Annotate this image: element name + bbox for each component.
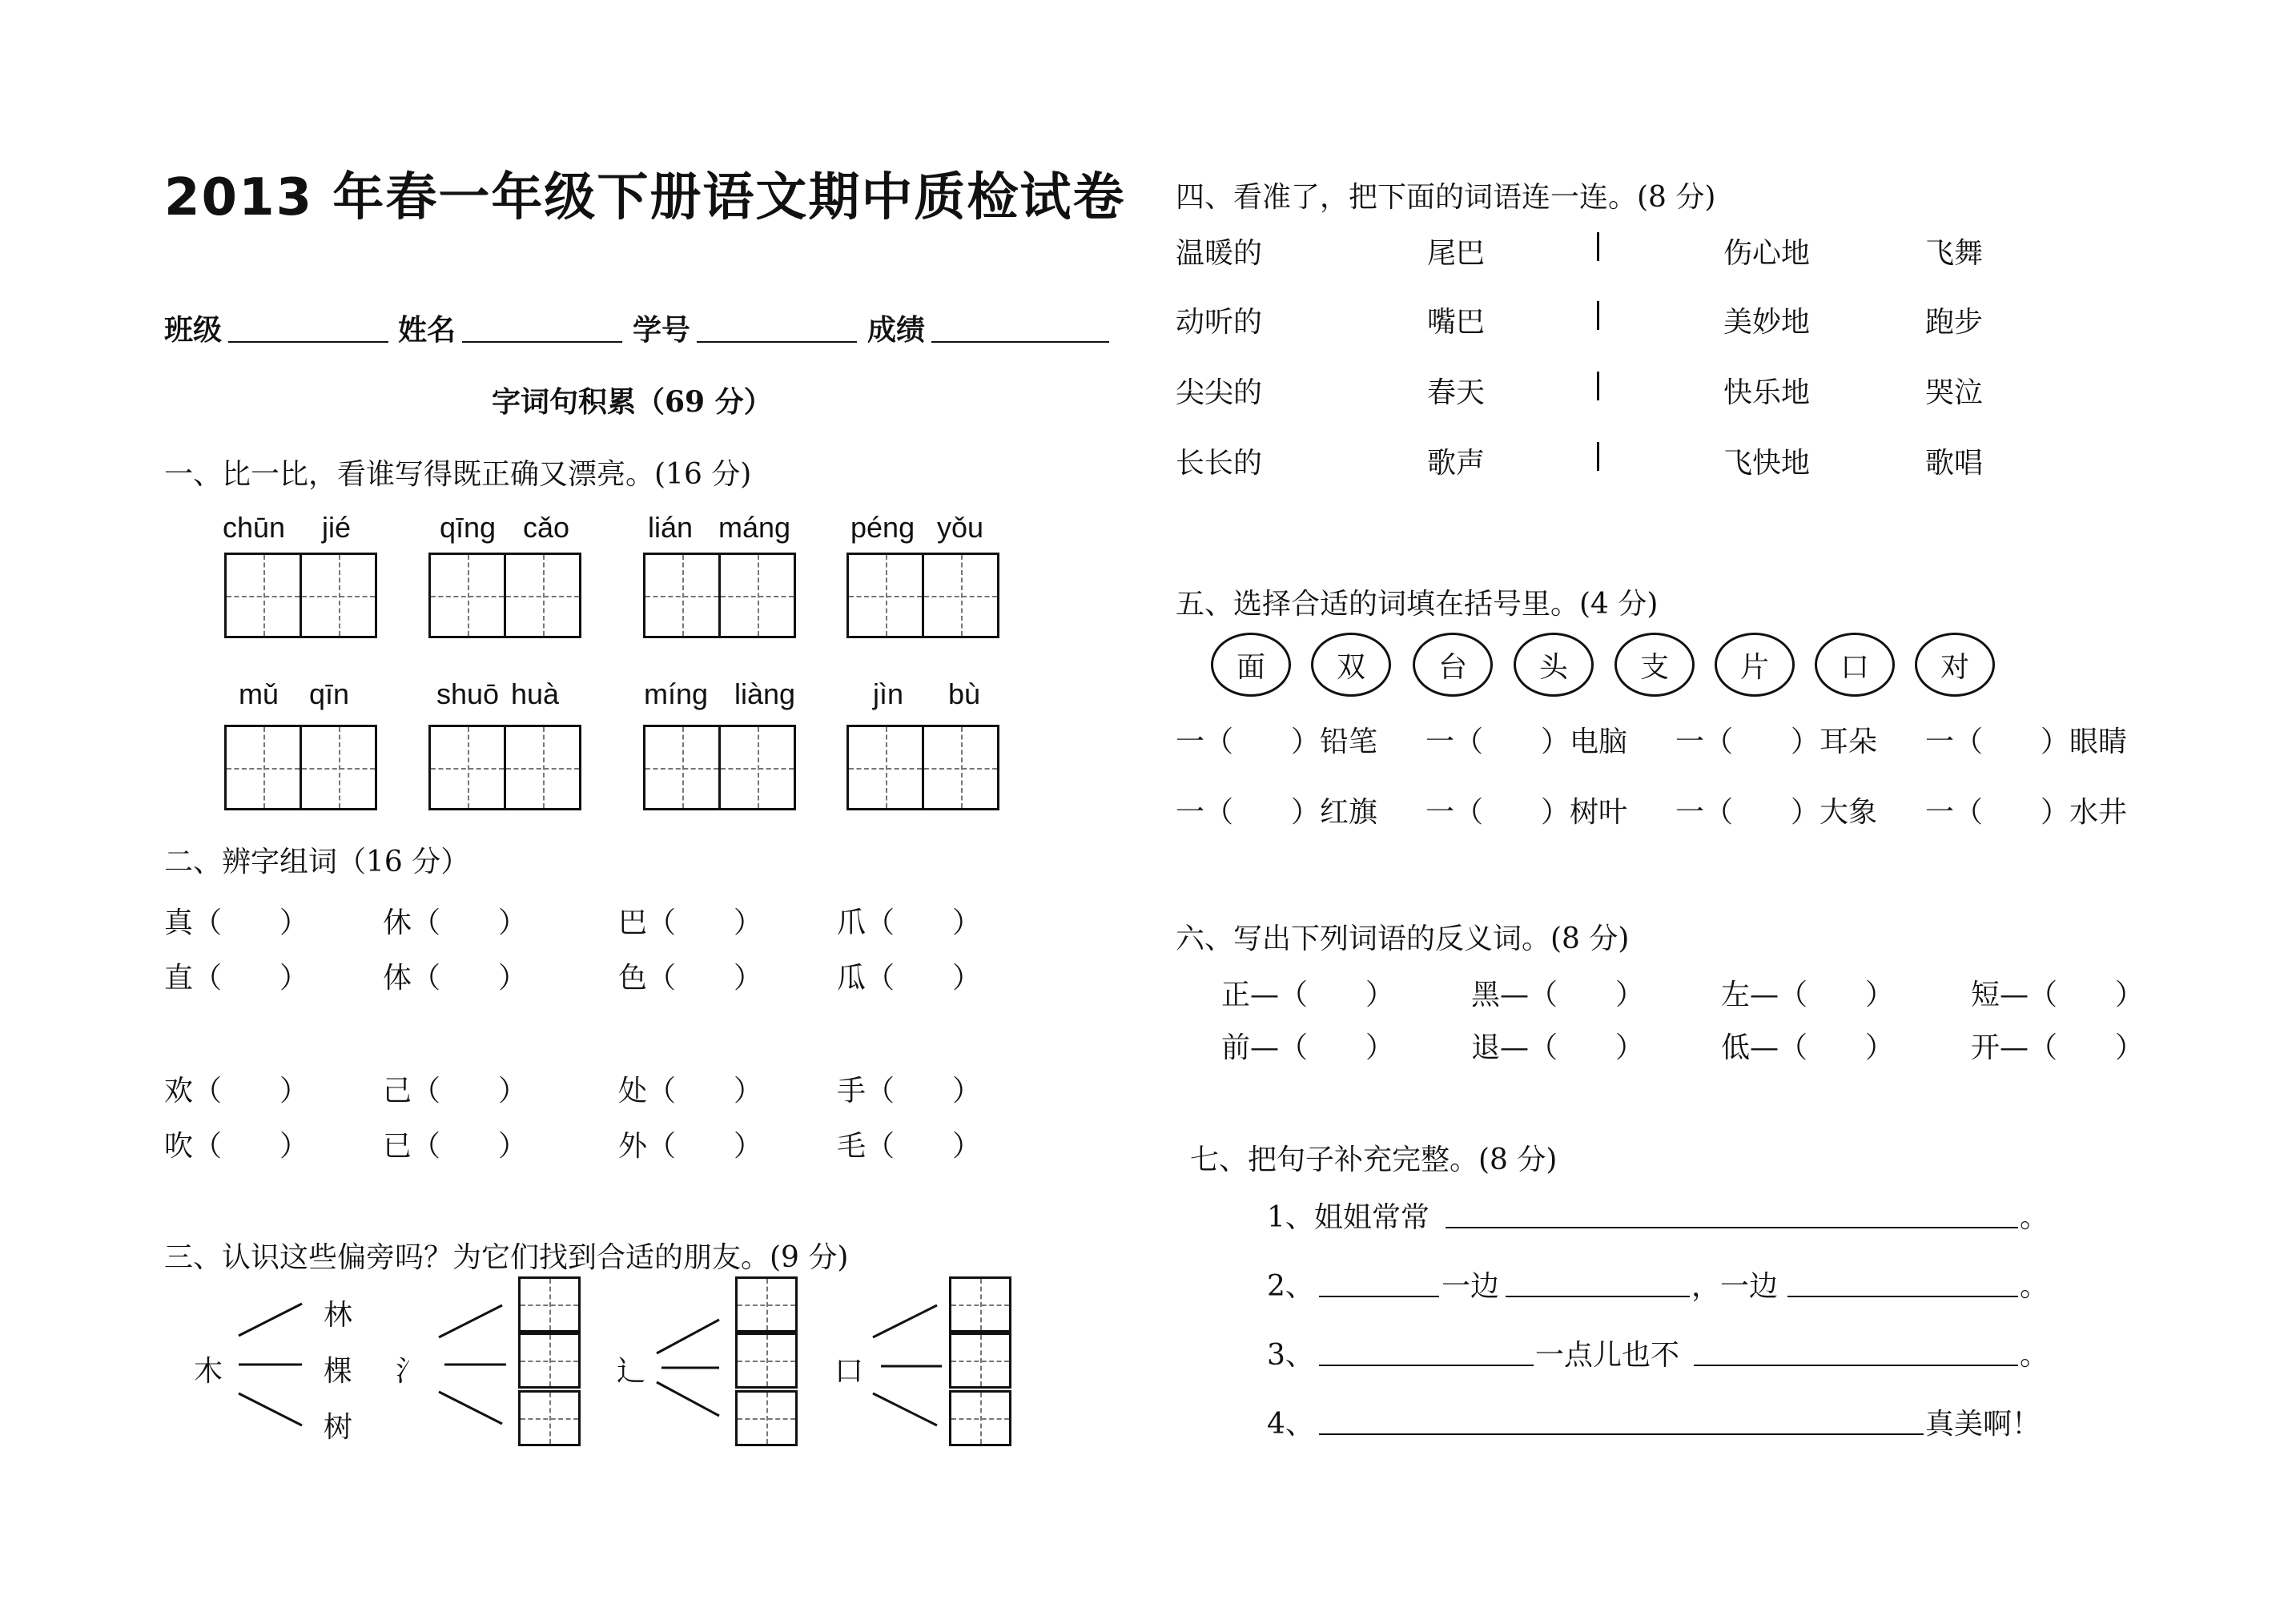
answer-line[interactable] — [1506, 1296, 1690, 1297]
fill-item[interactable]: 一（ ）树叶 — [1425, 796, 1628, 829]
fill-item[interactable]: 一（ ）眼睛 — [1925, 726, 2128, 758]
sentence-word: 一边 — [1442, 1270, 1500, 1303]
word-group-item[interactable]: 已（ ） — [383, 1130, 528, 1163]
pinyin: máng — [718, 511, 791, 544]
word-group-item[interactable]: 处（ ） — [618, 1075, 763, 1107]
pinyin: qīn — [309, 677, 350, 710]
writing-box[interactable] — [735, 1333, 798, 1389]
antonym-item[interactable]: 前—（ ） — [1221, 1031, 1395, 1064]
fill-item[interactable]: 一（ ）红旗 — [1176, 796, 1378, 829]
answer-line[interactable] — [1319, 1433, 1924, 1435]
radical-walk: 辶 — [617, 1355, 646, 1388]
sentence-end: 。 — [2020, 1339, 2049, 1372]
sentence-prefix: 3、 — [1267, 1339, 1314, 1372]
radical-mouth: 口 — [834, 1355, 864, 1388]
option-oval: 头 — [1514, 633, 1594, 697]
match-word[interactable]: 歌唱 — [1925, 447, 1984, 480]
option-oval: 双 — [1311, 633, 1391, 697]
pinyin: qīng — [440, 511, 497, 544]
antonym-item[interactable]: 左—（ ） — [1721, 979, 1895, 1011]
pinyin: jié — [322, 511, 352, 544]
section-1-heading: 一、比一比，看谁写得既正确又漂亮。(16 分) — [164, 458, 752, 491]
pinyin: huà — [511, 677, 560, 710]
sentence-end: 。 — [2020, 1201, 2049, 1234]
pinyin: bù — [948, 677, 981, 710]
divider — [1597, 232, 1599, 261]
match-word[interactable]: 哭泣 — [1925, 376, 1984, 409]
section-2-heading: 二、辨字组词（16 分） — [164, 846, 470, 878]
word-group-item[interactable]: 真（ ） — [164, 906, 309, 939]
pinyin: chūn — [223, 511, 286, 544]
match-word: 林 — [324, 1299, 353, 1332]
section-3-heading: 三、认识这些偏旁吗？为它们找到合适的朋友。(9 分) — [164, 1241, 849, 1274]
antonym-item[interactable]: 开—（ ） — [1971, 1031, 2145, 1064]
word-group-item[interactable]: 吹（ ） — [164, 1130, 309, 1163]
sentence-prefix: 1、姐姐常常 — [1267, 1201, 1429, 1234]
word-group-item[interactable]: 色（ ） — [618, 962, 763, 995]
word-group-item[interactable]: 休（ ） — [383, 906, 528, 939]
fill-item[interactable]: 一（ ）耳朵 — [1675, 726, 1878, 758]
word-group-item[interactable]: 外（ ） — [618, 1130, 763, 1163]
writing-box[interactable] — [518, 1333, 581, 1389]
antonym-item[interactable]: 退—（ ） — [1471, 1031, 1645, 1064]
pinyin: jìn — [873, 677, 904, 710]
match-word[interactable]: 动听的 — [1176, 306, 1263, 339]
fill-item[interactable]: 一（ ）铅笔 — [1176, 726, 1378, 758]
divider — [1597, 301, 1599, 330]
match-word[interactable]: 快乐地 — [1723, 376, 1811, 409]
option-oval: 口 — [1815, 633, 1895, 697]
word-group-item[interactable]: 欢（ ） — [164, 1075, 309, 1107]
answer-line[interactable] — [1446, 1227, 2018, 1228]
antonym-item[interactable]: 短—（ ） — [1971, 979, 2145, 1011]
writing-box[interactable] — [735, 1276, 798, 1333]
option-oval: 片 — [1715, 633, 1795, 697]
section-7-heading: 七、把句子补充完整。(8 分) — [1190, 1144, 1558, 1176]
match-word[interactable]: 跑步 — [1925, 306, 1984, 339]
sentence-word: ，一边 — [1691, 1270, 1779, 1303]
radical-water: 氵 — [396, 1355, 425, 1388]
pinyin: míng — [644, 677, 709, 710]
antonym-item[interactable]: 低—（ ） — [1721, 1031, 1895, 1064]
match-word[interactable]: 春天 — [1427, 376, 1486, 409]
name-label: 姓名 — [398, 313, 456, 347]
match-word[interactable]: 美妙地 — [1723, 306, 1811, 339]
fill-item[interactable]: 一（ ）水井 — [1925, 796, 2128, 829]
pinyin: cǎo — [523, 511, 570, 544]
answer-line[interactable] — [1319, 1296, 1439, 1297]
sentence-prefix: 4、 — [1267, 1408, 1314, 1441]
match-word[interactable]: 飞舞 — [1925, 237, 1984, 270]
match-word[interactable]: 嘴巴 — [1427, 306, 1486, 339]
divider — [1597, 372, 1599, 400]
answer-line[interactable] — [1787, 1296, 2018, 1297]
match-word: 棵 — [324, 1355, 353, 1388]
match-word[interactable]: 长长的 — [1176, 447, 1263, 480]
answer-line[interactable] — [1319, 1365, 1534, 1366]
section-5-heading: 五、选择合适的词填在括号里。(4 分) — [1176, 588, 1659, 621]
sentence-word: 一点儿也不 — [1535, 1339, 1680, 1372]
match-word[interactable]: 尖尖的 — [1176, 376, 1263, 409]
pinyin: shuō — [436, 677, 500, 710]
class-label: 班级 — [164, 313, 223, 347]
pinyin: mǔ — [239, 677, 279, 710]
fill-item[interactable]: 一（ ）大象 — [1675, 796, 1878, 829]
radical-mu: 木 — [194, 1355, 223, 1388]
option-oval: 对 — [1915, 633, 1995, 697]
match-word[interactable]: 尾巴 — [1427, 237, 1486, 270]
match-word[interactable]: 温暖的 — [1176, 237, 1263, 270]
match-word[interactable]: 歌声 — [1427, 447, 1486, 480]
writing-box[interactable] — [518, 1276, 581, 1333]
word-group-item[interactable]: 直（ ） — [164, 962, 309, 995]
fill-item[interactable]: 一（ ）电脑 — [1425, 726, 1628, 758]
match-word: 树 — [324, 1411, 353, 1444]
writing-box[interactable] — [735, 1390, 798, 1446]
pinyin: liàng — [734, 677, 796, 710]
number-label: 学号 — [633, 313, 691, 347]
writing-box[interactable] — [518, 1390, 581, 1446]
antonym-item[interactable]: 黑—（ ） — [1471, 979, 1645, 1011]
word-group-item[interactable]: 巴（ ） — [618, 906, 763, 939]
writing-box[interactable] — [949, 1333, 1011, 1389]
pinyin: yǒu — [937, 511, 984, 544]
sentence-end: 真美啊！ — [1925, 1408, 2041, 1441]
word-group-item[interactable]: 瓜（ ） — [837, 962, 982, 995]
section-subtitle: 字词句积累（69 分） — [492, 385, 773, 419]
section-4-heading: 四、看准了，把下面的词语连一连。(8 分) — [1176, 181, 1716, 214]
word-group-item[interactable]: 毛（ ） — [837, 1130, 982, 1163]
page-title: 2013 年春一年级下册语文期中质检试卷 — [164, 168, 1126, 227]
word-group-item[interactable]: 己（ ） — [383, 1075, 528, 1107]
word-group-item[interactable]: 手（ ） — [837, 1075, 982, 1107]
section-6-heading: 六、写出下列词语的反义词。(8 分) — [1176, 923, 1630, 955]
score-label: 成绩 — [867, 313, 926, 347]
pinyin: péng — [850, 511, 915, 544]
sentence-end: 。 — [2020, 1270, 2049, 1303]
divider — [1597, 442, 1599, 471]
match-word[interactable]: 飞快地 — [1723, 447, 1811, 480]
writing-box[interactable] — [949, 1390, 1011, 1446]
word-group-item[interactable]: 爪（ ） — [837, 906, 982, 939]
option-oval: 支 — [1614, 633, 1695, 697]
antonym-item[interactable]: 正—（ ） — [1221, 979, 1395, 1011]
word-group-item[interactable]: 体（ ） — [383, 962, 528, 995]
pinyin: lián — [648, 511, 694, 544]
sentence-prefix: 2、 — [1267, 1270, 1314, 1303]
match-word[interactable]: 伤心地 — [1723, 237, 1811, 270]
writing-box[interactable] — [949, 1276, 1011, 1333]
option-oval: 面 — [1211, 633, 1291, 697]
answer-line[interactable] — [1694, 1365, 2018, 1366]
option-oval: 台 — [1413, 633, 1493, 697]
